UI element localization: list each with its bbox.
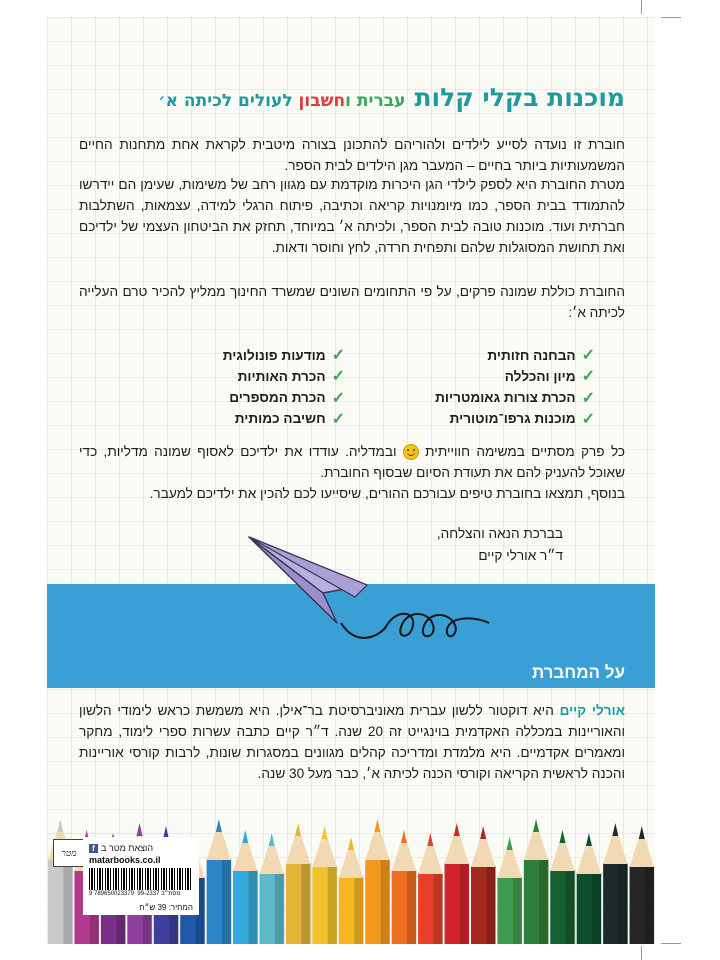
check-icon: ✓ (581, 389, 595, 407)
barcode (89, 868, 193, 890)
pencil (577, 833, 602, 944)
publisher-website: matarbooks.co.il (89, 855, 161, 865)
pencil (392, 830, 417, 944)
pencil (233, 830, 258, 944)
paper-plane-illustration (237, 525, 527, 655)
check-icon: ✓ (331, 410, 345, 428)
check-icon: ✓ (581, 410, 595, 428)
smiley-icon (403, 444, 419, 460)
check-icon: ✓ (331, 368, 345, 386)
check-icon: ✓ (331, 347, 345, 364)
title-subtitle (158, 91, 405, 111)
pencil (312, 826, 337, 944)
chapter-checklist (115, 345, 595, 429)
pencil (471, 826, 496, 944)
book-title (61, 83, 625, 123)
closing-paragraph: כל פרק מסתיים במשימה חווייתית ובמדליה. עודדו את ילדיכם לאסוף שמונה מדליות, כדי שאוכל להעניק להם את תעודת הסיום שבסוף החוברת. בנוסף, תמצאו בחוברת טיפים עבורכם ההורים, שיסייעו לכם להכין את ילדיכם למעבר. (79, 444, 626, 501)
pencil (524, 819, 549, 944)
signature-author: ד״ר אורלי קיים (478, 548, 563, 563)
pencil (550, 830, 575, 944)
barcode-label (83, 837, 199, 915)
pencil (365, 819, 390, 944)
intro-paragraph-2: מטרת החוברת היא לספק לילדי הגן היכרות מוקדמת עם מגוון רחב של משימות, שעימן הם יידרשו להתמודד בבית הספר, כמו מיומנויות קריאה וכתיבה, פיתוח הרגלי למידה, עצמאות, השתלבות חברתית ועוד. מוכנות טובה לבית הספר, ולכיתה א׳ במיוחד, תחזק את הביטחון העצמי של ילדיכם ואת תחושת המסוגלות שלהם ותפחית חרדה, לחץ וחוסר ודאות. (79, 177, 625, 255)
pencil (630, 826, 655, 944)
pencil (418, 833, 443, 944)
subtitle-hebrew: עברית ו (345, 91, 406, 111)
pencil (259, 833, 284, 944)
barcode-number: 9 789650023379 מסת״ב 99-2337 (89, 891, 181, 897)
checklist-item: ✓ הבחנה חזותית (487, 347, 595, 364)
pencil (48, 819, 73, 944)
check-icon: ✓ (331, 389, 345, 407)
check-icon: ✓ (581, 347, 595, 364)
author-heading: על המחברת (531, 663, 625, 682)
signature-greeting: בברכת הנאה והצלחה, (436, 526, 563, 541)
checklist-item: ✓ חשיבה כמותית (234, 410, 345, 428)
crop-mark (661, 943, 681, 944)
pencil (603, 823, 628, 944)
checklist-item: ✓ מוכנות גרפו־מוטורית (449, 410, 595, 428)
title-main: מוכנות בקלי קלות (414, 83, 625, 112)
author-name: אורלי קיים (559, 703, 626, 718)
pencil (445, 823, 470, 944)
checklist-item: ✓ מודעות פונולוגית (222, 347, 345, 364)
crop-mark (641, 946, 642, 960)
publisher-logo: מטר (53, 839, 85, 867)
intro-paragraph-3: החוברת כוללת שמונה פרקים, על פי התחומים השונים שמשרד החינוך ממליץ להכיר טרם העלייה לכיתה א׳: (79, 284, 625, 320)
checklist-item: ✓ מיון והכללה (504, 368, 595, 386)
pencil (339, 837, 364, 944)
checklist-item: ✓ הכרת המספרים (229, 389, 345, 407)
checklist-item: ✓ הכרת צורות גאומטריות (435, 389, 595, 407)
check-icon: ✓ (581, 368, 595, 386)
crop-mark (641, 0, 642, 14)
intro-paragraph-1: חוברת זו נועדה לסייע לילדים ולהוריהם להתכונן בצורה מיטבית לקראת אחת מתחנות החיים המשמעותיות ביותר בחיים – המעבר מגן הילדים לבית הספר. (79, 137, 625, 173)
subtitle-grade: לעולים לכיתה א׳ (158, 91, 299, 111)
price: המחיר: 39 ש״ח (139, 903, 193, 912)
subtitle-math: חשבון (298, 91, 346, 111)
pencil (207, 819, 232, 944)
author-bio: אורלי קיים היא דוקטור ללשון עברית מאוניברסיטת בר־אילן. היא משמשת כראש לימודי הלשון והאוריינות במכללה האקדמית בוינגייט זה 20 שנה. ד״ר קיים כתבה עשרות ספרי לימוד, מחקר ומאמרים אקדמיים. היא מלמדת ומדריכה קהלים מגוונים במסגרות שונות, לרבות קורסי אוריינות והכנה לראשית הקריאה וקורסי הכנה לכיתה א׳, כבר מעל 30 שנה. (79, 703, 626, 781)
crop-mark (661, 17, 681, 18)
pencil (497, 837, 522, 944)
checklist-item: ✓ הכרת האותיות (237, 368, 345, 386)
facebook-icon: f (89, 844, 98, 853)
pencil (286, 823, 311, 944)
book-back-cover (47, 17, 655, 944)
facebook-line: f הוצאת מטר ב (89, 843, 153, 853)
